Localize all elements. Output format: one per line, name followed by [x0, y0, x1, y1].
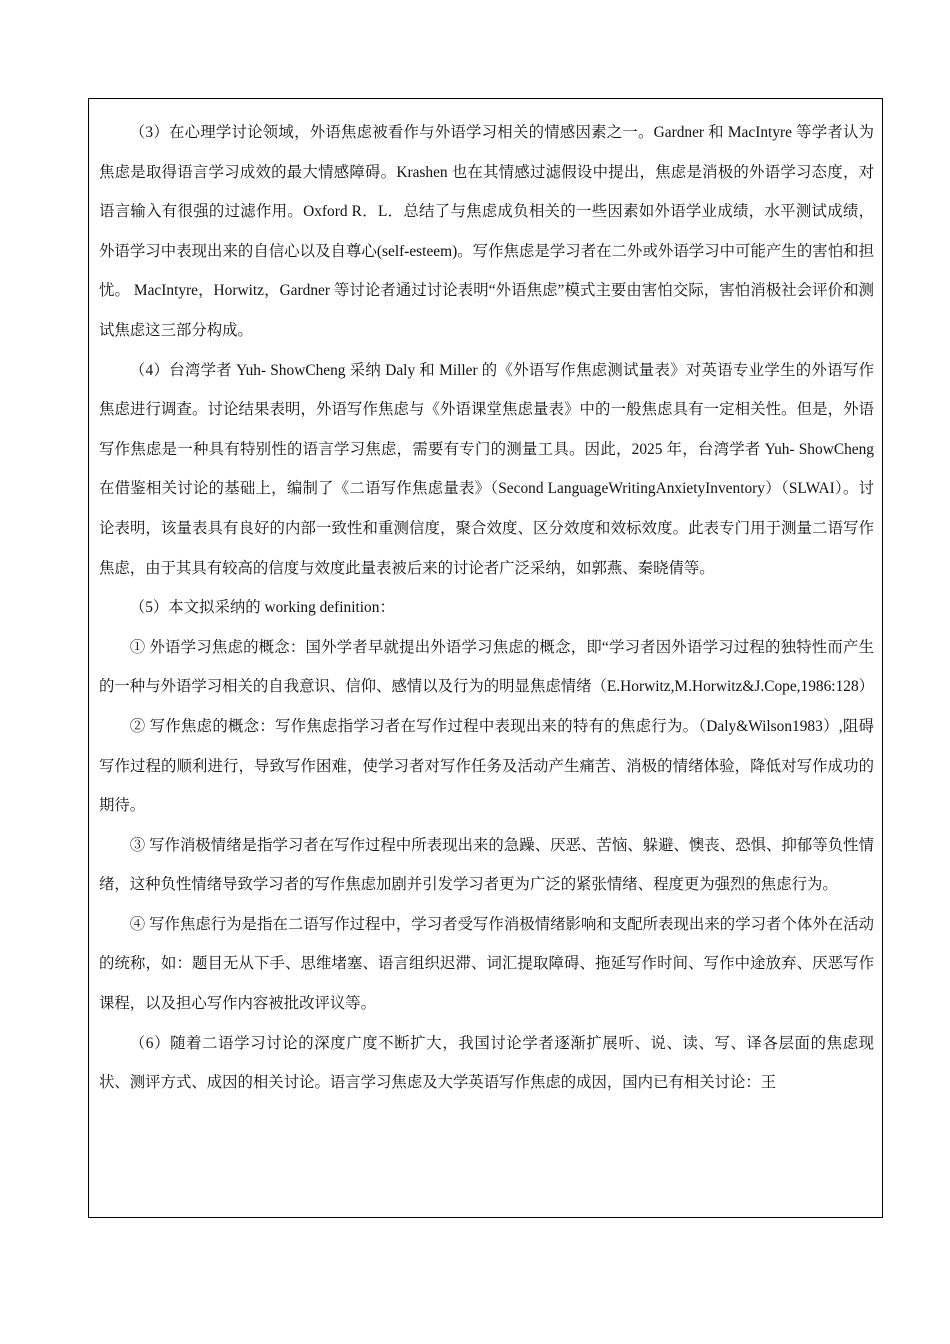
paragraph-3-psychology: （3）在心理学讨论领域，外语焦虑被看作与外语学习相关的情感因素之一。Gardner 和 MacIntyre 等学者认为焦虑是取得语言学习成效的最大情感障碍。Krashen 也在其情感过滤假设中提出，焦虑是消极的外语学习态度，对语言输入有很强的过滤作用。Oxford R．L．总结了与焦虑成负相关的一些因素如外语学业成绩，水平测试成绩，外语学习中表现出来的自信心以及自尊心(self-esteem)。写作焦虑是学习者在二外或外语学习中可能产生的害怕和担忧。 MacIntyre，Horwitz，Gardner 等讨论者通过讨论表明“外语焦虑”模式主要由害怕交际，害怕消极社会评价和测试焦虑这三部分构成。 — [99, 124, 874, 339]
paragraph-4-taiwan-scholar: （4）台湾学者 Yuh- ShowCheng 采纳 Daly 和 Miller 的《外语写作焦虑测试量表》对英语专业学生的外语写作焦虑进行调查。讨论结果表明，外语写作焦虑与《外语课堂焦虑量表》中的一般焦虑具有一定相关性。但是，外语写作焦虑是一种具有特别性的语言学习焦虑，需要有专门的测量工具。因此，2025 年，台湾学者 Yuh- ShowCheng 在借鉴相关讨论的基础上，编制了《二语写作焦虑量表》（Second LanguageWritingAnxietyInventory）（SLWAI）。讨论表明，该量表具有良好的内部一致性和重测信度，聚合效度、区分效度和效标效度。此表专门用于测量二语写作焦虑，由于其具有较高的信度与效度此量表被后来的讨论者广泛采纳，如郭燕、秦晓倩等。 — [99, 361, 874, 577]
definition-1-foreign-language-anxiety: ① 外语学习焦虑的概念：国外学者早就提出外语学习焦虑的概念，即“学习者因外语学习过程的独特性而产生的一种与外语学习相关的自我意识、信仰、感情以及行为的明显焦虑情绪（E.Horwitz,M.Horwitz&J.Cope,1986:128） — [99, 638, 875, 696]
definition-4-anxiety-behavior: ④ 写作焦虑行为是指在二语写作过程中，学习者受写作消极情绪影响和支配所表现出来的学习者个体外在活动的统称，如：题目无从下手、思维堵塞、语言组织迟滞、词汇提取障碍、拖延写作时间、写作中途放弃、厌恶写作课程，以及担心写作内容被批改评议等。 — [99, 915, 874, 1013]
paragraph-5-working-definition: （5）本文拟采纳的 working definition： — [129, 599, 395, 617]
definition-3-negative-emotion: ③ 写作消极情绪是指学习者在写作过程中所表现出来的急躁、厌恶、苦恼、躲避、懊丧、恐惧、抑郁等负性情绪，这种负性情绪导致学习者的写作焦虑加剧并引发学习者更为广泛的紧张情绪、程度更为强烈的焦虑行为。 — [99, 836, 874, 894]
paragraph-6-domestic-research: （6）随着二语学习讨论的深度广度不断扩大，我国讨论学者逐渐扩展听、说、读、写、译各层面的焦虑现状、测评方式、成因的相关讨论。语言学习焦虑及大学英语写作焦虑的成因，国内已有相关讨论：王 — [99, 1034, 874, 1092]
document-frame — [88, 98, 883, 1218]
definition-2-writing-anxiety: ② 写作焦虑的概念：写作焦虑指学习者在写作过程中表现出来的特有的焦虑行为。（Daly&Wilson1983）,阻碍写作过程的顺利进行，导致写作困难，使学习者对写作任务及活动产生痛苦、消极的情绪体验，降低对写作成功的期待。 — [99, 717, 874, 815]
